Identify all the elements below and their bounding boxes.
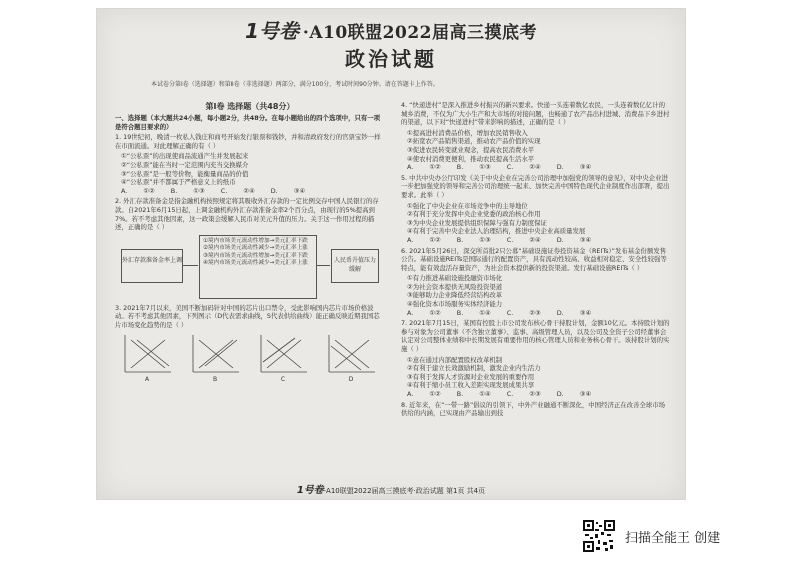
graph-label: B bbox=[212, 375, 218, 383]
question-6-option: ④强化资本市场服务实体经济能力 bbox=[407, 300, 503, 309]
flow-step: ②境内市场美元流动性减少→美元汇率上涨 bbox=[203, 245, 308, 252]
question-1-option: ②“公私票”能在当时一定范围内充当交换媒介 bbox=[121, 160, 249, 169]
question-1: 1. 19世纪初，晚清一枚私人钱庄和商号开始发行银票和钱钞，并和清政府发行的官票宝钞一样在市面流通。对此理解正确的有（ ） bbox=[115, 133, 381, 150]
question-7-option: ③有利于发挥人才资源对企业发展的重要作用 bbox=[407, 372, 535, 381]
question-4: 4. “快递进村”是深入推进乡村振兴的新兴要求。快递一头连着数亿农民，一头连着数亿亿计的城乡消费，不仅为广大小生产和大市场的对接问题，也畅通了农产品出村进城、消费品下乡进村的渠道，以下对“快递进村”带来影响的描述，正确的是（ ） bbox=[401, 101, 670, 127]
question-5-answers: A. ①② B. ①③ C. ②④ D. ③④ bbox=[407, 235, 592, 244]
footer-brand: 1号卷 bbox=[296, 485, 324, 496]
question-1-option: ③“公私票”是一般等价物，能衡量商品的价值 bbox=[121, 169, 249, 178]
flow-arrow bbox=[183, 265, 198, 266]
right-column bbox=[401, 101, 671, 420]
flow-box-cause: 外汇存款准备金率上调 bbox=[121, 249, 183, 283]
exam-sheet bbox=[96, 8, 686, 500]
question-4-option: ③促进农民转变就业观念，提高农民消费水平 bbox=[407, 145, 535, 154]
exam-header bbox=[97, 15, 685, 44]
question-4-option: ①提高进村消费品价格，增加农民销售收入 bbox=[407, 128, 528, 137]
question-3: 3. 2021年7月以来，美国不断加码针对中国的芯片出口禁令，受此影响国内芯片市场价格波动。若不考虑其他因素，下列图示（D代表需求曲线，S代表供给曲线）能正确反映近期我国芯片市场变化趋势的是（ ） bbox=[115, 303, 380, 329]
left-column bbox=[115, 101, 385, 384]
question-6: 6. 2021年5月26日，深交所首批2只公募“基础设施证券投资基金（REITs）”发布基金份额发售公告。基础设施REITs是国际通行的配置资产，具有流动性较高、收益相对稳定、安全性较强等特点，能有效盘活存量资产，为社会资本提供新的投资渠道。发行基础设施REITs（ ） bbox=[401, 246, 667, 272]
question-8: 8. 近年来，在“一带一路”倡议的引领下，中外产业融通不断深化，中国经济正在改善全球市场供给的内涵，已实现由产品输出到技 bbox=[401, 400, 665, 418]
question-4-option: ④使农村消费更便利，推动农民提高生活水平 bbox=[407, 154, 535, 163]
graph-c bbox=[255, 332, 311, 378]
question-5-option: ②有利于充分发挥中央企业党委的政治核心作用 bbox=[407, 210, 541, 219]
question-5: 5. 中共中央办公厅印发《关于中央企业在完善公司治理中加强党的领导的意见》，对中央企业进一步把加强党的领导和完善公司治理统一起来、加快完善中国特色现代企业制度作出部署，提出要求。此举（ ） bbox=[401, 173, 670, 199]
footer-text: ·A10联盟2022届高三摸底考·政治试题 第1页 共4页 bbox=[323, 487, 486, 495]
qr-code-icon bbox=[583, 520, 615, 552]
graph-label: A bbox=[144, 375, 150, 383]
flow-arrow bbox=[317, 265, 330, 266]
subject-title: 政治试题 bbox=[345, 47, 437, 71]
exam-instructions: 本试卷分第Ⅰ卷（选择题）和第Ⅱ卷（非选择题）两部分，满分100分，考试时间90分钟。请在答题卡上作答。 bbox=[151, 81, 439, 88]
question-7-option: ①意在通过内部配置股权改革机制 bbox=[407, 355, 503, 364]
question-6-option: ②为社会资本提供无风险投资渠道 bbox=[407, 282, 503, 291]
flow-step: ④境内市场美元流动性减少→美元汇率上涨 bbox=[203, 259, 308, 266]
flow-box-result: 人民币升值压力缓解 bbox=[331, 249, 379, 283]
exam-title: ·A10联盟2022届高三摸底考 bbox=[302, 23, 537, 43]
question-6-option: ③能够助力企业降低经营结构改革 bbox=[407, 291, 503, 300]
graph-a bbox=[119, 332, 175, 378]
graph-b bbox=[187, 332, 243, 378]
question-4-answers: A. ①② B. ①③ C. ②④ D. ③④ bbox=[407, 163, 592, 172]
question-6-answers: A. ①② B. ①④ C. ②③ D. ③④ bbox=[407, 308, 592, 317]
question-6-option: ①有力推进基础设施投融资市场化 bbox=[407, 274, 503, 283]
flow-step: ①境内市场美元流动性增加→美元汇率下跌 bbox=[203, 237, 308, 244]
flow-diagram bbox=[115, 235, 385, 301]
graph-label: C bbox=[280, 375, 286, 383]
question-5-option: ④有利于完善中央企业法人治理结构，推进中央企业高质量发展 bbox=[407, 227, 586, 236]
section-heading: 第Ⅰ卷 选择题（共48分） bbox=[205, 102, 295, 111]
question-5-option: ①强化了中央企业在市场竞争中的主导地位 bbox=[407, 201, 528, 210]
supply-demand-graphs bbox=[115, 332, 385, 384]
graph-label: D bbox=[348, 375, 354, 383]
question-7-option: ②有利于建立长效激励机制，激发企业内生活力 bbox=[407, 364, 541, 373]
question-7-option: ④有利于缩小员工收入差距实现发展成果共享 bbox=[407, 381, 535, 390]
question-1-option: ④“公私票”并不都属于严格意义上的纸币 bbox=[121, 178, 236, 187]
question-1-option: ①“公私票”的出现使商品流通产生并发展起来 bbox=[121, 152, 249, 161]
question-7: 7. 2021年7月15日，某国有控股上市公司发布核心骨干持股计划，金额10亿元。本持股计划的参与对象为公司董事（不含独立董事）、监事、高级管理人员，以及公司及全资子公司经董事会认定对公司整体业绩和中长期发展有重要作用的核心管理人员和业务核心骨干。该持股计划的实施（ ） bbox=[401, 319, 670, 354]
question-7-answers: A. ①② B. ①④ C. ②③ D. ③④ bbox=[407, 390, 592, 398]
page-footer bbox=[97, 481, 685, 496]
brand-logo: 1号卷 bbox=[244, 19, 299, 43]
question-5-option: ③为中央企业发展提供组织保障与强有力制度保证 bbox=[407, 218, 547, 227]
question-4-option: ②拓宽农产品销售渠道，推动农产品价值的实现 bbox=[407, 137, 541, 146]
scanner-watermark: 扫描全能王 创建 bbox=[625, 531, 721, 546]
flow-box-steps bbox=[199, 235, 317, 299]
flow-step: ③境内市场美元流动性增加→美元汇率下跌 bbox=[203, 252, 308, 259]
part-label: 一、选择题（本大题共24小题，每小题2分，共48分。在每小题给出的四个选项中，只有一项是符合题目要求的） bbox=[115, 114, 381, 131]
question-1-answers: A. ①② B. ①③ C. ②④ D. ③④ bbox=[121, 186, 306, 195]
question-2: 2. 外汇存款准备金是指金融机构按照规定将其吸收外汇存款的一定比例交存中国人民银行的存款。自2021年6月15日起，上调金融机构外汇存款准备金率2个百分点，由现行的5%提高到7%。若不考虑其他因素，这一政策会缓解人民币对美元升值的压力。关于这一作用过程的描述，正确的是（ ） bbox=[115, 197, 379, 232]
graph-d bbox=[323, 332, 379, 378]
